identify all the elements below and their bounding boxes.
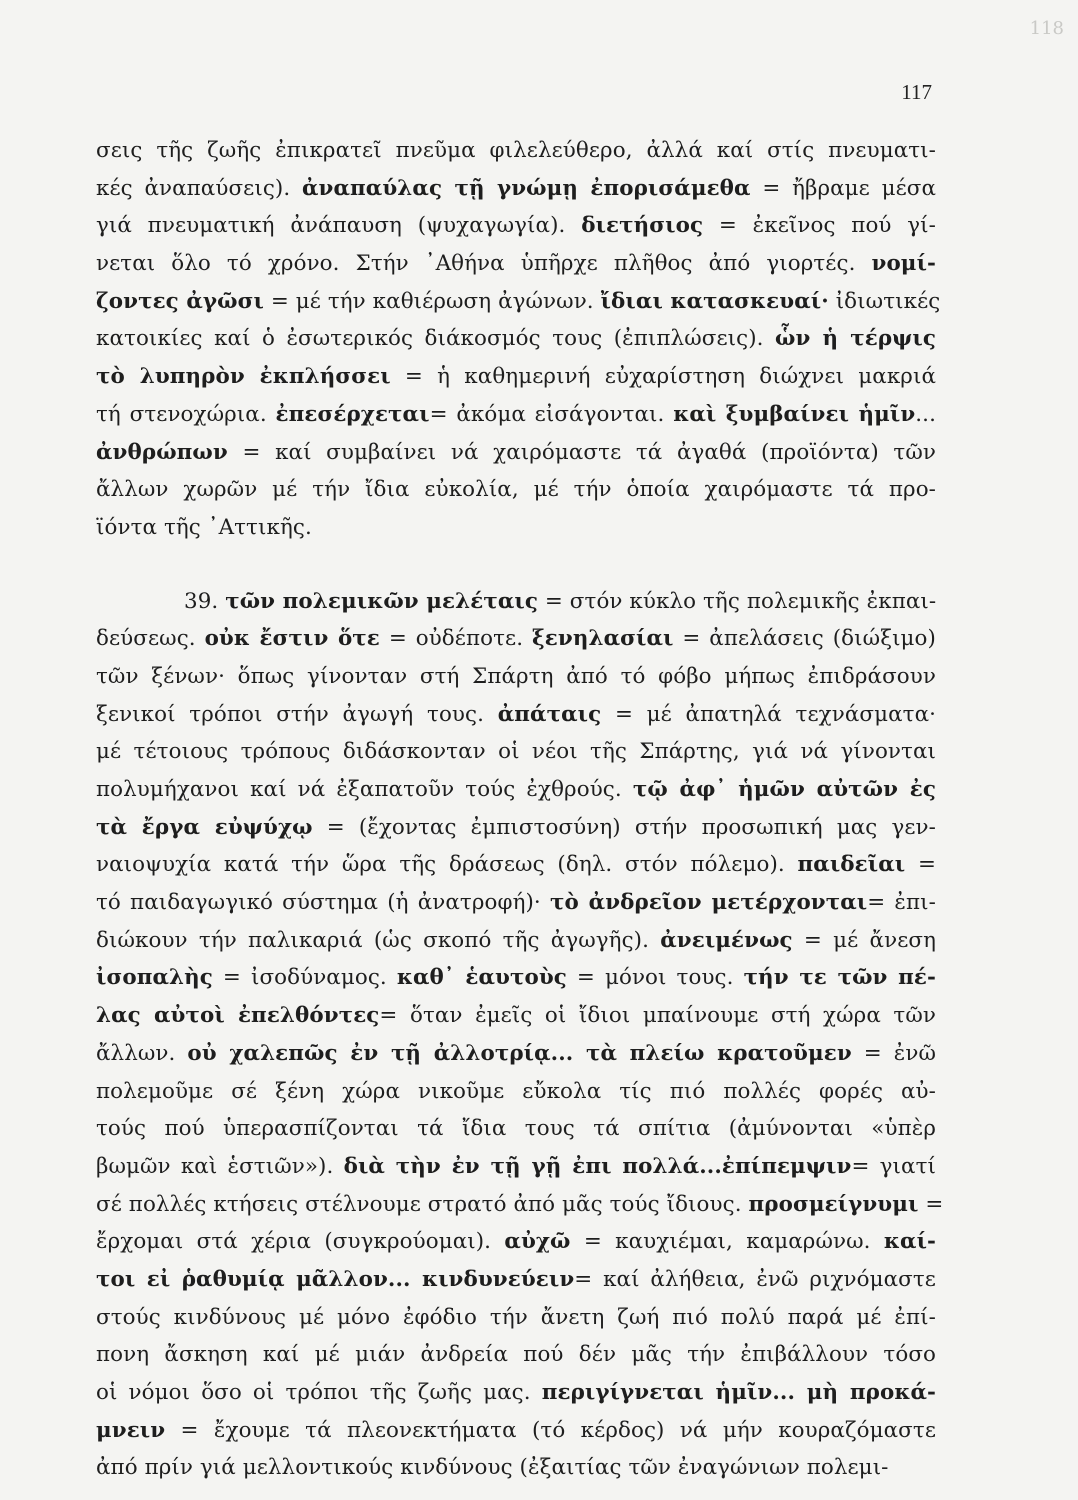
text-line	[96, 1035, 936, 1073]
text-line	[96, 1110, 936, 1148]
text-line	[96, 696, 936, 734]
gloss-text: = οὐδέποτε.	[379, 626, 533, 652]
gloss-text: = ἀπελάσεις (διώξιμο)	[673, 626, 936, 652]
text-line	[96, 1223, 936, 1261]
gloss-text: ϊόντα τῆς ᾿Αττικῆς.	[96, 514, 312, 540]
text-line	[96, 1148, 936, 1186]
text-line	[96, 471, 936, 509]
text-line	[96, 170, 936, 208]
lemma-term: τοι εἰ ῥαθυμίᾳ μᾶλλον... κινδυνεύειν	[96, 1266, 575, 1292]
lemma-term: διὰ τὴν ἐν τῇ γῇ ἐπι πολλά...ἐπίπεμψιν	[343, 1153, 852, 1179]
lemma-term: ἐπεσέρχεται	[275, 401, 430, 427]
lemma-term: ἀναπαύλας τῇ γνώμῃ ἐπορισάμεθα	[301, 175, 751, 201]
text-line	[96, 396, 936, 434]
gloss-text: στούς κινδύνους μέ μόνο ἐφόδιο τήν ἄνετη ζωή πιό πολύ παρά μέ ἐπί-	[96, 1304, 936, 1330]
gloss-text: ἄλλων.	[96, 1040, 188, 1066]
gloss-text: = καί συμβαίνει νά χαιρόμαστε τά ἀγαθά (προϊόντα) τῶν	[227, 439, 936, 465]
gloss-text: = ἔχουμε τά πλεονεκτήματα (τό κέρδος) νά μήν κουραζόμαστε	[165, 1417, 936, 1443]
lemma-term: περιγίγνεται ἡμῖν... μὴ προκά-	[541, 1380, 936, 1405]
lemma-term: ἀνειμένως	[660, 927, 793, 953]
lemma-term: ζοντες ἀγῶσι	[96, 288, 264, 314]
gloss-text: = μέ τήν καθιέρωση ἀγώνων.	[263, 288, 601, 314]
lemma-term: οὐ χαλεπῶς ἐν τῇ ἀλλοτρίᾳ... τὰ πλείω κρατοῦμεν	[187, 1040, 852, 1066]
lemma-term: ἀνθρώπων	[96, 439, 228, 465]
gloss-text: = ἐπι-	[867, 890, 936, 916]
text-line	[96, 434, 936, 472]
text-line	[96, 809, 936, 847]
gloss-text: = μέ ἀπατηλά τεχνάσματα·	[601, 701, 937, 727]
text-line	[96, 846, 936, 884]
gloss-text: ἄλλων χωρῶν μέ τήν ἴδια εὐκολία, μέ τήν ὁποία χαιρόμαστε τά προ-	[96, 477, 936, 503]
gloss-text: = ἐνῶ	[851, 1040, 937, 1066]
gloss-text: τό παιδαγωγικό σύστημα (ἡ ἀνατροφή)·	[96, 890, 550, 916]
gloss-text: = ἐκεῖνος πού γί-	[703, 213, 936, 239]
gloss-text: τῶν ξένων· ὅπως γίνονταν στή Σπάρτη ἀπό τό φόβο μήπως ἐπιδράσουν	[96, 663, 936, 689]
paragraph-gap	[96, 547, 936, 583]
lemma-term: οὐκ ἔστιν ὅτε	[204, 626, 380, 652]
text-line	[96, 959, 936, 997]
lemma-term: τὸ ἀνδρεῖον μετέρχονται	[549, 890, 868, 916]
gloss-text: ναιοψυχία κατά τήν ὥρα τῆς δράσεως (δηλ. στόν πόλεμο).	[96, 852, 798, 878]
gloss-text: κές ἀναπαύσεις).	[96, 175, 302, 201]
gloss-text: πονη ἄσκηση καί μέ μιάν ἀνδρεία πού δέν μᾶς τήν ἐπιβάλλουν τόσο	[96, 1342, 936, 1368]
lemma-term: νομί-	[871, 251, 936, 277]
text-line	[96, 922, 936, 960]
gloss-text: ξενικοί τρόποι στήν ἀγωγή τους.	[96, 701, 498, 727]
text-line	[96, 358, 936, 396]
lemma-term: λας αὐτοὶ ἐπελθόντες	[96, 1003, 380, 1029]
gloss-text: δεύσεως.	[96, 626, 205, 652]
text-line	[96, 658, 936, 696]
text-line	[96, 771, 936, 809]
text-line	[96, 620, 936, 658]
text-line	[96, 1261, 936, 1299]
gloss-text: πολεμοῦμε σέ ξένη χώρα νικοῦμε εὔκολα τίς πιό πολλές φορές αὐ-	[96, 1078, 936, 1104]
gloss-text: σέ πολλές κτήσεις στέλνουμε στρατό ἀπό μᾶς τούς ἴδιους.	[96, 1191, 749, 1217]
text-line	[96, 733, 936, 771]
lemma-term: καί-	[883, 1229, 936, 1255]
text-line	[96, 1412, 936, 1450]
gloss-text: βωμῶν καὶ ἑστιῶν»).	[96, 1153, 344, 1179]
gloss-text: ἀπό πρίν γιά μελλοντικούς κινδύνους (ἐξαιτίας τῶν ἐναγώνιων πολεμι-	[96, 1455, 889, 1481]
text-line	[96, 1299, 936, 1337]
gloss-text: νεται ὅλο τό χρόνο. Στήν ᾿Αθήνα ὑπῆρχε πλῆθος ἀπό γιορτές.	[96, 251, 872, 277]
gloss-text: = μέ ἄνεση	[792, 927, 936, 953]
text-line	[96, 245, 936, 283]
text-line	[96, 1073, 936, 1111]
lemma-term: καθ᾿ ἑαυτοὺς	[396, 965, 567, 991]
lemma-term: ξενηλασίαι	[532, 626, 674, 652]
gloss-text: τούς πού ὑπερασπίζονται τά ἴδια τους τά σπίτια (ἀμύνονται «ὑπὲρ	[96, 1116, 936, 1142]
lemma-term: τῷ ἀφ᾿ ἡμῶν αὐτῶν ἐς	[632, 777, 936, 802]
gloss-text: οἱ νόμοι ὅσο οἱ τρόποι τῆς ζωῆς μας.	[96, 1380, 542, 1405]
gloss-text: = ἡ καθημερινή εὐχαρίστηση διώχνει μακριά	[390, 364, 937, 390]
lemma-term: μνειν	[96, 1417, 166, 1443]
gloss-text: ...	[915, 401, 936, 427]
page-number: 117	[901, 80, 932, 104]
text-line	[96, 884, 936, 922]
text-line	[96, 132, 936, 170]
gloss-text: ἰδιωτικές	[828, 288, 941, 314]
gloss-text: 39.	[184, 588, 226, 614]
gloss-text: μέ τέτοιους τρόπους διδάσκονταν οἱ νέοι τῆς Σπάρτης, γιά νά γίνονται	[96, 739, 936, 765]
lemma-term: διετήσιος	[581, 213, 704, 239]
gloss-text: = γιατί	[851, 1153, 936, 1179]
gloss-text: = (ἔχοντας ἐμπιστοσύνη) στήν προσωπική μας γεν-	[312, 814, 936, 840]
lemma-term: ἀπάταις	[497, 701, 602, 727]
gloss-text: πολυμήχανοι καί νά ἐξαπατοῦν τούς ἐχθρούς.	[96, 777, 633, 802]
lemma-term: τήν τε τῶν πέ-	[743, 965, 936, 991]
lemma-term: ἰσοπαλὴς	[96, 965, 213, 991]
lemma-term: προσμείγνυμι	[748, 1191, 919, 1217]
text-line	[96, 1186, 944, 1224]
gloss-text: = ὅταν ἐμεῖς οἱ ἴδιοι μπαίνουμε στή χώρα τῶν	[379, 1003, 936, 1029]
gloss-text: = καυχιέμαι, καμαρώνω.	[570, 1229, 884, 1255]
lemma-term: αὐχῶ	[504, 1229, 571, 1255]
lemma-term: τῶν πολεμικῶν μελέταις	[225, 588, 538, 614]
gloss-text: = μόνοι τους.	[566, 965, 744, 991]
gloss-text: κατοικίες καί ὁ ἐσωτερικός διάκοσμός τους (ἐπιπλώσεις).	[96, 326, 776, 352]
gloss-text: γιά πνευματική ἀνάπαυση (ψυχαγωγία).	[96, 213, 582, 239]
corner-mark: 118	[1029, 18, 1064, 39]
gloss-text: = ἰσοδύναμος.	[212, 965, 397, 991]
lemma-term: ὧν ἡ τέρψις	[775, 326, 936, 352]
commentary-text	[96, 132, 944, 1487]
text-line	[96, 283, 941, 321]
text-line	[96, 207, 936, 245]
gloss-text: = ἤβραμε μέσα	[750, 175, 937, 201]
gloss-text: = καί ἀλήθεια, ἐνῶ ριχνόμαστε	[574, 1266, 936, 1292]
text-line	[96, 1449, 936, 1487]
text-line	[96, 509, 936, 547]
gloss-text: =	[918, 1191, 944, 1217]
text-line	[96, 1336, 936, 1374]
lemma-term: τὰ ἔργα εὐψύχῳ	[96, 814, 313, 840]
gloss-text: τή στενοχώρια.	[96, 401, 276, 427]
text-line	[96, 997, 936, 1035]
text-line	[96, 583, 936, 621]
text-line	[96, 1374, 936, 1412]
text-line	[96, 320, 936, 358]
gloss-text: ἔρχομαι στά χέρια (συγκρούομαι).	[96, 1229, 505, 1255]
gloss-text: = στόν κύκλο τῆς πολεμικῆς ἐκπαι-	[537, 588, 937, 614]
gloss-text: σεις τῆς ζωῆς ἐπικρατεῖ πνεῦμα φιλελεύθερο, ἀλλά καί στίς πνευματι-	[96, 138, 936, 163]
gloss-text: διώκουν τήν παλικαριά (ὡς σκοπό τῆς ἀγωγῆς).	[96, 927, 661, 953]
lemma-term: ἴδιαι κατασκευαί·	[600, 288, 829, 314]
gloss-text: =	[905, 852, 936, 878]
gloss-text: = ἀκόμα εἰσάγονται.	[429, 401, 674, 427]
lemma-term: παιδεῖαι	[797, 852, 906, 878]
lemma-term: καὶ ξυμβαίνει ἡμῖν	[673, 401, 916, 427]
lemma-term: τὸ λυπηρὸν ἐκπλήσσει	[96, 364, 391, 390]
